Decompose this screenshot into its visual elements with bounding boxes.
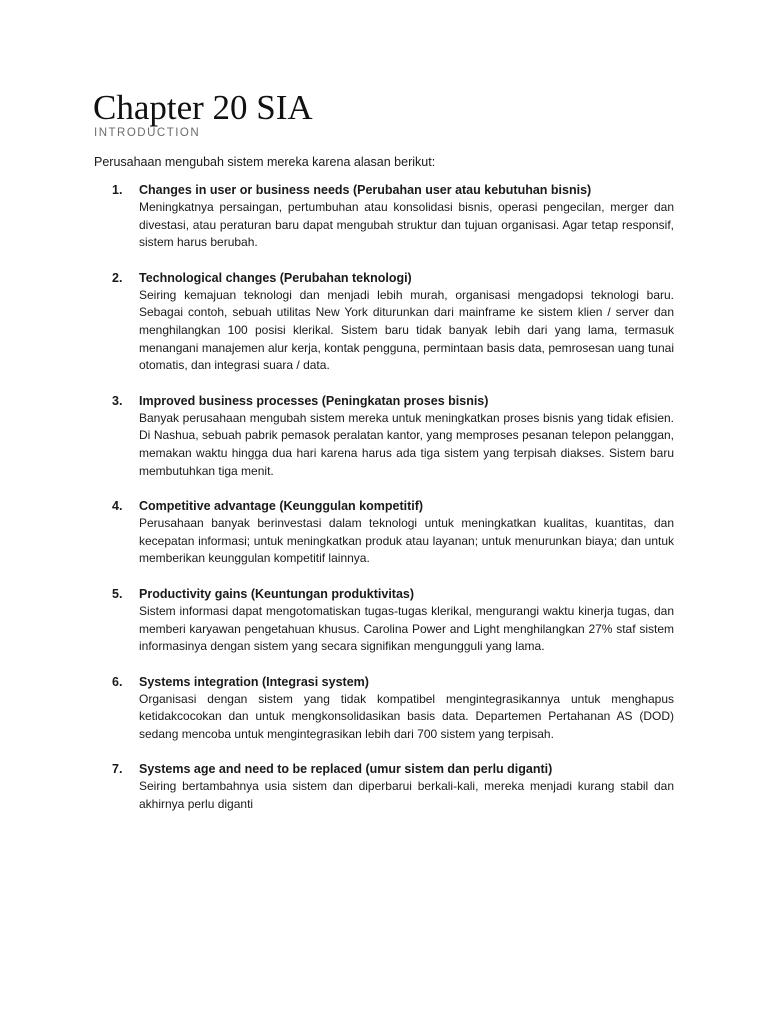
item-body: Banyak perusahaan mengubah sistem mereka untuk meningkatkan proses bisnis yang tidak efisien. Di Nashua, sebuah pabrik pemasok peralatan kantor, yang memproses pesanan telepon pelanggan, memakan waktu hingga dua hari karena harus ada tiga sistem yang terpisah diakses. Sistem baru membutuhkan tiga menit. <box>139 410 674 478</box>
list-item <box>112 497 674 568</box>
item-body: Meningkatnya persaingan, pertumbuhan atau konsolidasi bisnis, operasi pengecilan, merger dan divestasi, atau peraturan baru dapat mengubah struktur dan tujuan organisasi. Agar tetap responsif, sistem harus berubah. <box>139 200 674 250</box>
list-item <box>112 181 674 252</box>
item-heading: Changes in user or business needs (Perubahan user atau kebutuhan bisnis) <box>139 183 592 197</box>
item-number: 5. <box>112 586 123 601</box>
item-heading: Improved business processes (Peningkatan proses bisnis) <box>139 393 489 408</box>
item-heading: Competitive advantage (Keunggulan kompetitif) <box>139 499 424 514</box>
item-body: Organisasi dengan sistem yang tidak kompatibel mengintegrasikannya untuk menghapus ketidakcocokan dan untuk mengkonsolidasikan basis data. Departemen Pertahanan AS (DOD) sedang mencoba untuk mengintegrasikan lebih dari 700 sistem yang terpisah. <box>139 691 674 741</box>
item-number: 4. <box>112 499 123 514</box>
list-item <box>112 269 674 375</box>
reasons-list <box>112 181 674 831</box>
list-item <box>112 673 674 744</box>
item-heading: Technological changes (Perubahan teknologi) <box>139 270 412 285</box>
list-item <box>112 585 674 656</box>
item-heading: Systems age and need to be replaced (umur sistem dan perlu diganti) <box>139 762 553 777</box>
item-body: Seiring kemajuan teknologi dan menjadi lebih murah, organisasi mengadopsi teknologi baru. Sebagai contoh, sebuah utilitas New York diturunkan dari mainframe ke sistem klien / server dan menghilangkan 100 posisi klerikal. Sistem baru tidak banyak lebih dari yang lama, termasuk menangani manajemen alur kerja, kontak pengguna, permintaan basis data, pemrosesan uang tunai otomatis, dan integrasi suara / data. <box>139 287 674 373</box>
item-heading: Productivity gains (Keuntungan produktivitas) <box>139 586 415 601</box>
section-subtitle: INTRODUCTION <box>94 127 201 139</box>
intro-paragraph: Perusahaan mengubah sistem mereka karena alasan berikut: <box>94 155 436 169</box>
item-number: 7. <box>112 762 123 777</box>
item-body: Perusahaan banyak berinvestasi dalam teknologi untuk meningkatkan kualitas, kuantitas, dan kecepatan informasi; untuk meningkatkan produk atau layanan; untuk menurunkan biaya; dan untuk memberikan keunggulan kompetitif lainnya. <box>139 516 674 566</box>
item-heading: Systems integration (Integrasi system) <box>139 674 369 689</box>
list-item <box>112 760 674 813</box>
item-number: 2. <box>112 270 123 285</box>
item-body: Seiring bertambahnya usia sistem dan diperbarui berkali-kali, mereka menjadi kurang stabil dan akhirnya perlu diganti <box>139 779 674 812</box>
list-item <box>112 392 674 480</box>
item-body: Sistem informasi dapat mengotomatiskan tugas-tugas klerikal, mengurangi waktu kinerja tugas, dan memberi karyawan pengetahuan khusus. Carolina Power and Light menghilangkan 27% staf sistem informasinya dengan sistem yang secara signifikan mengungguli yang lama. <box>139 603 674 654</box>
page-title: Chapter 20 SIA <box>93 88 313 127</box>
item-number: 1. <box>112 183 123 197</box>
item-number: 3. <box>112 393 123 408</box>
item-number: 6. <box>112 674 123 689</box>
